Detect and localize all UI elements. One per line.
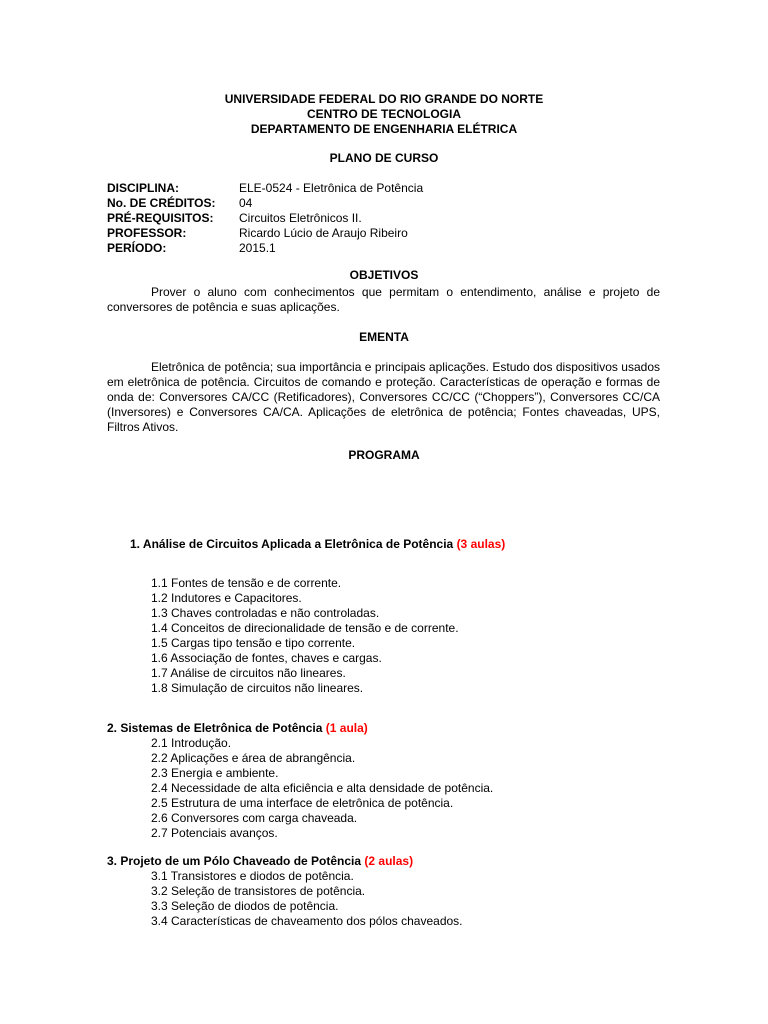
list-item: 1.4 Conceitos de direcionalidade de tensão e de corrente. [151,621,459,635]
info-row-period [107,241,423,256]
list-item: 3.1 Transistores e diodos de potência. [151,869,354,883]
info-row-discipline [107,181,423,196]
topic-2-heading [107,721,368,736]
ementa-title: EMENTA [359,330,409,344]
university-name: UNIVERSIDADE FEDERAL DO RIO GRANDE DO NORTE [224,92,544,106]
topic-title: 2. Sistemas de Eletrônica de Potência [107,721,323,735]
info-row-professor [107,226,423,241]
topic-3-heading [107,854,413,869]
list-item: 2.6 Conversores com carga chaveada. [151,811,358,825]
list-item: 2.4 Necessidade de alta eficiência e alta densidade de potência. [151,781,494,795]
list-item: 1.2 Indutores e Capacitores. [151,591,302,605]
list-item: 2.3 Energia e ambiente. [151,766,279,780]
ementa-body: Eletrônica de potência; sua importância e principais aplicações. Estudo dos dispositivos usados em eletrônica de potência. Circuitos de comando e proteção. Características de operação e formas de onda de: Conversores CA/CC (Retificadores), Conversores CC/CC (“Choppers”), Conversores CC/CA (Inversores) e Conversores CA/CA. Aplicações de eletrônica de potência; Fontes chaveadas, UPS, Filtros Ativos. [107,360,660,434]
objectives-body: Prover o aluno com conhecimentos que permitam o entendimento, análise e projeto de conversores de potência e suas aplicações. [107,285,660,314]
info-label: PERÍODO: [107,241,167,255]
list-item: 1.1 Fontes de tensão e de corrente. [151,576,342,590]
topic-title: 1. Análise de Circuitos Aplicada a Eletrônica de Potência [130,537,454,551]
info-label: DISCIPLINA: [107,181,179,195]
plan-title: PLANO DE CURSO [329,151,439,165]
list-item: 2.1 Introdução. [151,736,232,750]
info-value: 04 [239,196,253,210]
topic-hours: (2 aulas) [364,854,414,868]
info-row-credits [107,196,423,211]
list-item: 1.8 Simulação de circuitos não lineares. [151,681,364,695]
info-value: 2015.1 [239,241,276,255]
objectives-title: OBJETIVOS [349,268,419,282]
topic-1-items [151,576,459,696]
topic-hours: (1 aula) [325,721,368,735]
ementa-text [107,360,660,435]
list-item: 2.2 Aplicações e área de abrangência. [151,751,356,765]
list-item: 3.3 Seleção de diodos de potência. [151,899,339,913]
topic-3-items [151,869,463,929]
info-label: PRÉ-REQUISITOS: [107,211,214,225]
topic-1-heading [130,537,505,552]
program-title: PROGRAMA [348,448,420,462]
list-item: 2.7 Potenciais avanços. [151,826,278,840]
center-name: CENTRO DE TECNOLOGIA [306,107,461,121]
info-label: No. DE CRÉDITOS: [107,196,216,210]
info-value: ELE-0524 - Eletrônica de Potência [239,181,424,195]
course-info [107,181,423,256]
list-item: 3.2 Seleção de transistores de potência. [151,884,366,898]
list-item: 1.7 Análise de circuitos não lineares. [151,666,346,680]
document-header [0,92,768,137]
list-item: 3.4 Características de chaveamento dos pólos chaveados. [151,914,463,928]
info-value: Ricardo Lúcio de Araujo Ribeiro [239,226,408,240]
info-row-prerequisites [107,211,423,226]
department-name: DEPARTAMENTO DE ENGENHARIA ELÉTRICA [250,122,518,136]
info-label: PROFESSOR: [107,226,187,240]
topic-title: 3. Projeto de um Pólo Chaveado de Potência [107,854,362,868]
list-item: 1.3 Chaves controladas e não controladas. [151,606,380,620]
list-item: 2.5 Estrutura de uma interface de eletrônica de potência. [151,796,454,810]
info-value: Circuitos Eletrônicos II. [239,211,362,225]
topic-2-items [151,736,493,841]
list-item: 1.6 Associação de fontes, chaves e cargas. [151,651,382,665]
objectives-text [107,285,660,315]
list-item: 1.5 Cargas tipo tensão e tipo corrente. [151,636,356,650]
topic-hours: (3 aulas) [456,537,506,551]
